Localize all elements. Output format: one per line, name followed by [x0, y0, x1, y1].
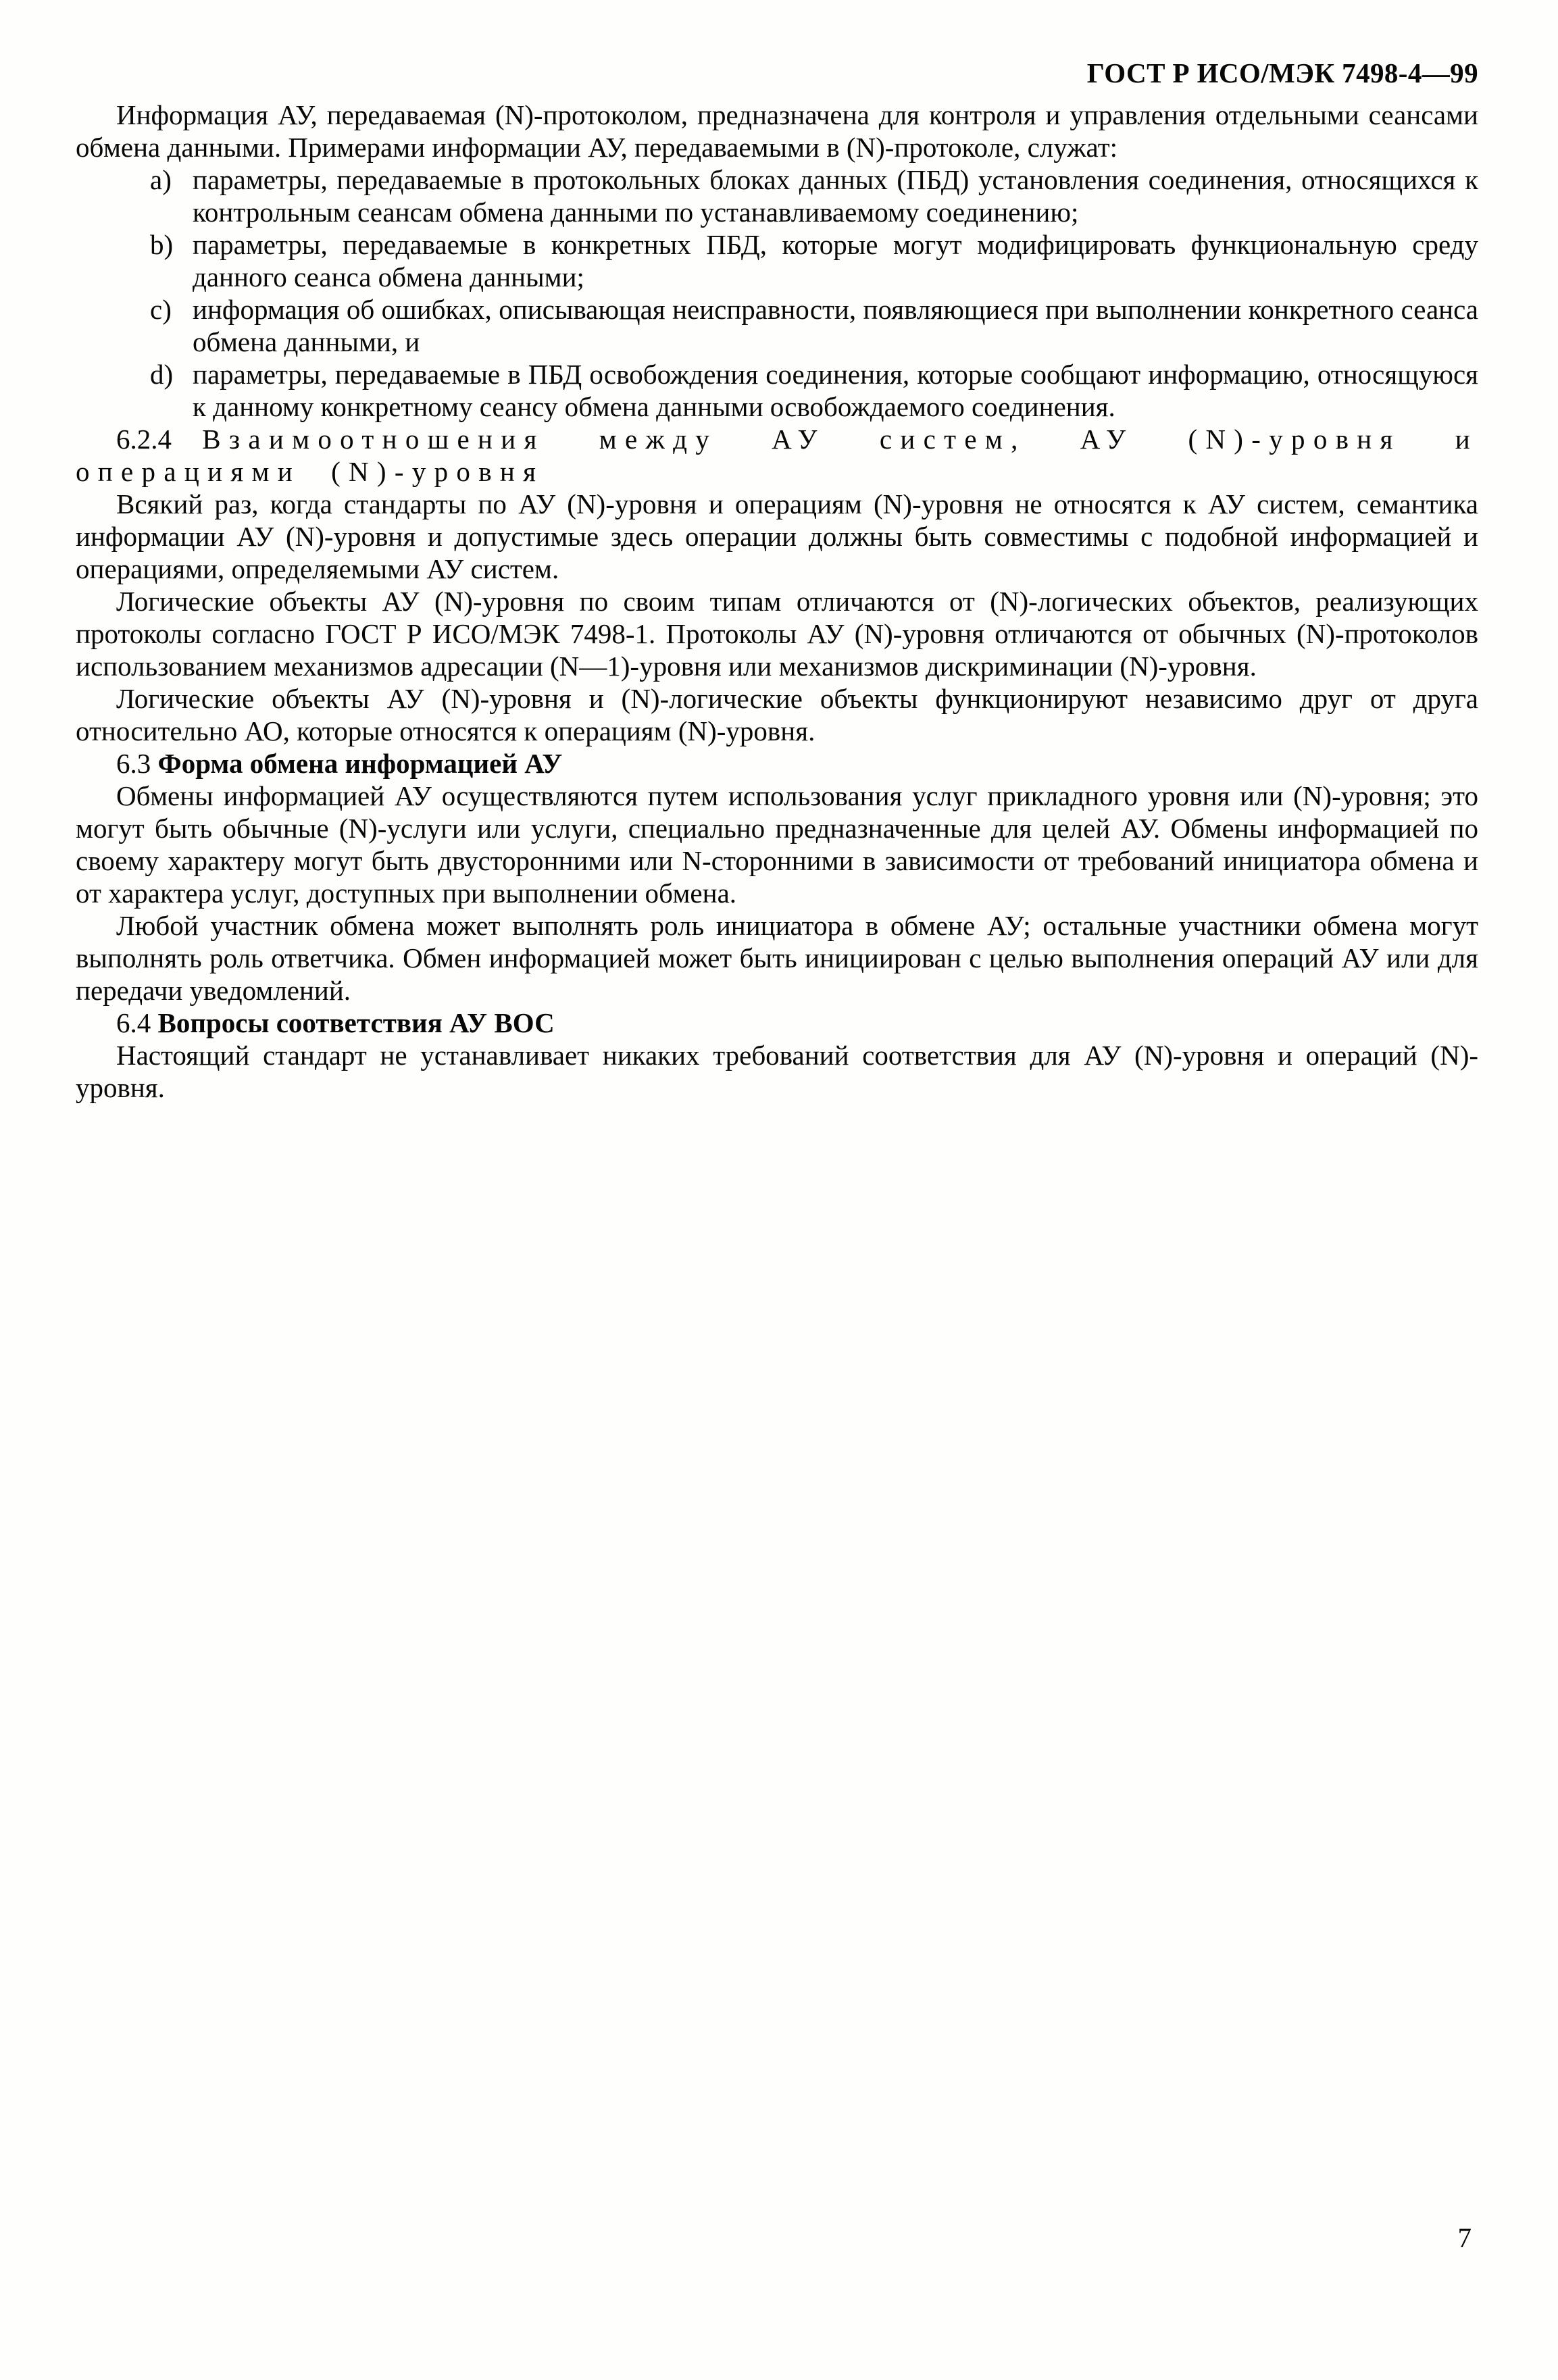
list-item-marker: d)	[150, 359, 174, 390]
doc-code-header: ГОСТ Р ИСО/МЭК 7498-4—99	[1086, 57, 1478, 88]
list-item-text: информация об ошибках, описывающая неисправности, появляющиеся при выполнении конкретного сеанса обмена данными, и	[193, 294, 1478, 357]
paragraph: Обмены информацией АУ осуществляются путем использования услуг прикладного уровня или (N)-уровня; это могут быть обычные (N)-услуги или услуги, специально предназначенные для целей АУ. Обмены информацией по своему характеру могут быть двусторонними или N-сторонними в зависимости от требований инициатора обмена и от характера услуг, доступных при выполнении обмена.	[76, 780, 1478, 909]
section-heading-6-2-4	[76, 423, 1478, 488]
section-number: 6.4	[116, 1007, 151, 1038]
paragraph: Логические объекты АУ (N)-уровня и (N)-логические объекты функционируют независимо друг от друга относительно АО, которые относятся к операциям (N)-уровня.	[76, 683, 1478, 746]
list-item	[76, 358, 1478, 423]
list-item-marker: b)	[150, 229, 174, 260]
paragraph: Любой участник обмена может выполнять роль инициатора в обмене АУ; остальные участники обмена могут выполнять роль ответчика. Обмен информацией может быть инициирован с целью выполнения операций АУ или для передачи уведомлений.	[76, 910, 1478, 1006]
list-item-text: параметры, передаваемые в ПБД освобождения соединения, которые сообщают информацию, относящуюся к данному конкретному сеансу обмена данными освобождаемого соединения.	[193, 359, 1478, 422]
list-item-text: параметры, передаваемые в протокольных блоках данных (ПБД) установления соединения, относящихся к контрольным сеансам обмена данными по устанавливаемому соединению;	[193, 164, 1478, 228]
section-title: Взаимоотношения между АУ систем, АУ (N)-уровня и операциями (N)-уровня	[76, 424, 1478, 487]
list-item	[76, 163, 1478, 228]
paragraph: Настоящий стандарт не устанавливает никаких требований соответствия для АУ (N)-уровня и операций (N)-уровня.	[76, 1040, 1478, 1103]
section-heading-6-4	[76, 1007, 1478, 1039]
section-title: Вопросы соответствия АУ ВОС	[157, 1007, 555, 1038]
list-item-text: параметры, передаваемые в конкретных ПБД, которые могут модифицировать функциональную среду данного сеанса обмена данными;	[193, 229, 1478, 293]
section-number: 6.2.4	[116, 424, 172, 455]
paragraph: Всякий раз, когда стандарты по АУ (N)-уровня и операциям (N)-уровня не относятся к АУ систем, семантика информации АУ (N)-уровня и допустимые здесь операции должны быть совместимы с подобной информацией и операциями, определяемыми АУ систем.	[76, 488, 1478, 584]
section-title: Форма обмена информацией АУ	[157, 748, 563, 779]
page-content	[76, 99, 1478, 1104]
section-heading-6-3	[76, 747, 1478, 780]
list-item-marker: a)	[150, 164, 172, 195]
section-number: 6.3	[116, 748, 151, 779]
list-item	[76, 228, 1478, 293]
intro-paragraph: Информация АУ, передаваемая (N)-протоколом, предназначена для контроля и управления отдельными сеансами обмена данными. Примерами информации АУ, передаваемыми в (N)-протоколе, служат:	[76, 99, 1478, 163]
page-number: 7	[1457, 2222, 1472, 2253]
list-item	[76, 293, 1478, 358]
paragraph: Логические объекты АУ (N)-уровня по своим типам отличаются от (N)-логических объектов, реализующих протоколы согласно ГОСТ Р ИСО/МЭК 7498-1. Протоколы АУ (N)-уровня отличаются от обычных (N)-протоколов использованием механизмов адресации (N—1)-уровня или механизмов дискриминации (N)-уровня.	[76, 586, 1478, 682]
list-item-marker: c)	[150, 294, 172, 325]
